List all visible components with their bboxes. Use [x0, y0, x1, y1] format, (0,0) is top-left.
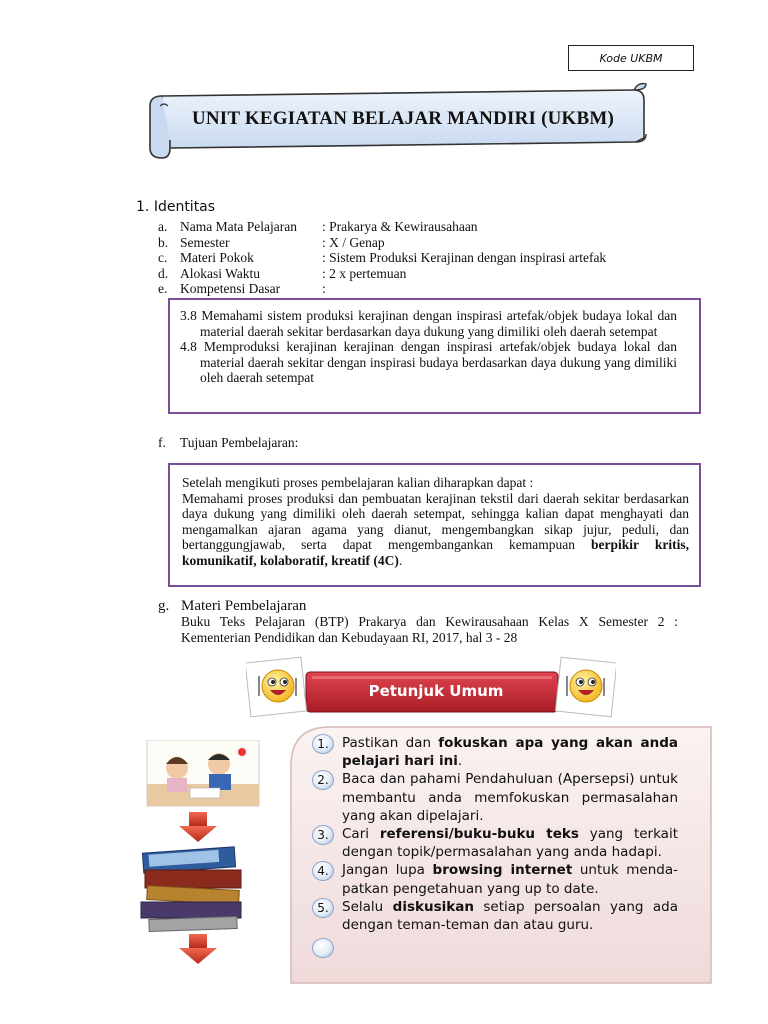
row-key: Kompetensi Dasar	[180, 281, 281, 296]
petunjuk-item-empty	[312, 938, 678, 958]
item-number-badge: 4.	[312, 861, 334, 881]
materi-text: Buku Teks Pelajaran (BTP) Prakarya dan Kewirausahaan Kelas X Semester 2 : Kementerian Pendidikan dan Kebudayaan RI, 2017, hal 3 - 28	[181, 614, 678, 645]
tujuan-body-text: Memahami proses produksi dan pembuatan kerajinan tekstil dari daerah sekitar berdasarkan daya dukung yang dimiliki oleh daerah setempat, sehingga kalian dapat menghayati dan mengamalkan ajaran agama yang dianut, mengembangkan sikap jujur, peduli, dan bertanggungjawab, serta dapat mengembangankan kemampuan	[182, 490, 689, 552]
row-value: :	[322, 281, 326, 296]
identitas-row	[158, 219, 606, 235]
item-pre: Baca dan pahami Pendahuluan (Apersepsi) untuk membantu anda memfokuskan permasalahan yang akan dipelajari.	[342, 771, 678, 824]
item-text	[342, 861, 678, 897]
petunjuk-title: Petunjuk Umum	[368, 682, 504, 700]
tujuan-box	[168, 463, 701, 587]
item-post: untuk menda-patkan pengetahuan yang up to date.	[342, 862, 678, 897]
section-number: 1.	[136, 199, 150, 215]
item-pre: Jangan lupa	[342, 862, 433, 879]
row-value: : X / Genap	[322, 234, 385, 250]
tujuan-end: .	[398, 552, 403, 568]
item-pre: Selalu	[342, 898, 393, 915]
petunjuk-item	[312, 898, 678, 934]
row-key: Semester	[180, 234, 230, 250]
petunjuk-item	[312, 734, 678, 770]
row-letter: c.	[158, 250, 168, 265]
item-number-badge: 1.	[312, 734, 334, 754]
kompetensi-item: 3.8 Memahami sistem produksi kerajinan dengan inspirasi artefak/objek budaya lokal dan material daerah sekitar berdasarkan daya dukung yang dimiliki oleh daerah setempat	[180, 308, 677, 339]
identitas-table	[158, 219, 606, 297]
row-key: Alokasi Waktu	[180, 265, 261, 281]
tujuan-bold-text: berpikir kritis, komunikatif, kolaboratif, kreatif (4C)	[182, 537, 689, 568]
section-identitas-heading	[136, 199, 215, 215]
petunjuk-item	[312, 770, 678, 825]
item-number-badge	[312, 938, 334, 958]
materi-letter: g.	[158, 598, 170, 614]
item-pre: Cari	[342, 826, 380, 843]
kompetensi-dasar-box	[168, 298, 701, 414]
section-label: Identitas	[153, 199, 216, 215]
kode-ukbm-box: Kode UKBM	[568, 45, 694, 71]
item-number-badge: 2.	[312, 770, 334, 790]
tujuan-label: Tujuan Pembelajaran:	[180, 435, 299, 450]
petunjuk-list	[312, 734, 678, 958]
item-text	[342, 825, 678, 861]
tujuan-heading	[158, 435, 298, 451]
row-letter: b.	[158, 234, 169, 250]
students-books-illustration	[135, 740, 265, 965]
item-bold: fokuskan apa yang akan anda pelajari hari ini	[342, 735, 678, 770]
document-title: UNIT KEGIATAN BELAJAR MANDIRI (UKBM)	[191, 108, 615, 129]
row-letter: d.	[158, 265, 169, 281]
row-value: : 2 x pertemuan	[322, 265, 407, 281]
row-key: Materi Pokok	[180, 250, 254, 265]
item-bold: browsing internet	[432, 862, 573, 879]
item-text	[342, 770, 678, 825]
item-bold: diskusikan	[392, 898, 474, 915]
kompetensi-item: 4.8 Memproduksi kerajinan kerajinan dengan inspirasi artefak/objek budaya lokal dan material daerah sekitar dengan inspirasi budaya berdasarkan daya dukung yang dimiliki oleh daerah setempat	[180, 339, 677, 385]
petunjuk-item	[312, 861, 678, 897]
item-number-badge: 3.	[312, 825, 334, 845]
item-post: yang terkait dengan topik/permasalahan yang anda hadapi.	[342, 826, 679, 861]
item-text	[342, 898, 678, 934]
tujuan-body	[182, 491, 689, 569]
item-pre: Pastikan dan	[342, 735, 439, 751]
row-key: Nama Mata Pelajaran	[180, 219, 297, 234]
item-post: setiap persoalan yang ada dengan teman-teman dan atau guru.	[342, 898, 679, 934]
row-value: : Prakarya & Kewirausahaan	[322, 219, 478, 234]
identitas-row	[158, 250, 606, 266]
row-value: : Sistem Produksi Kerajinan dengan inspirasi artefak	[322, 250, 607, 265]
item-post: .	[457, 753, 463, 770]
row-letter: a.	[158, 219, 168, 234]
item-bold: referensi/buku-buku teks	[379, 826, 579, 843]
petunjuk-item	[312, 825, 678, 861]
identitas-row	[158, 266, 606, 282]
materi-heading	[158, 598, 306, 615]
item-text	[342, 734, 678, 770]
identitas-row	[158, 235, 606, 251]
identitas-row	[158, 281, 606, 297]
materi-label: Materi Pembelajaran	[181, 598, 307, 614]
row-letter: e.	[158, 281, 168, 296]
item-number-badge: 5.	[312, 898, 334, 918]
tujuan-letter: f.	[158, 435, 166, 450]
tujuan-intro: Setelah mengikuti proses pembelajaran kalian diharapkan dapat :	[182, 475, 534, 490]
